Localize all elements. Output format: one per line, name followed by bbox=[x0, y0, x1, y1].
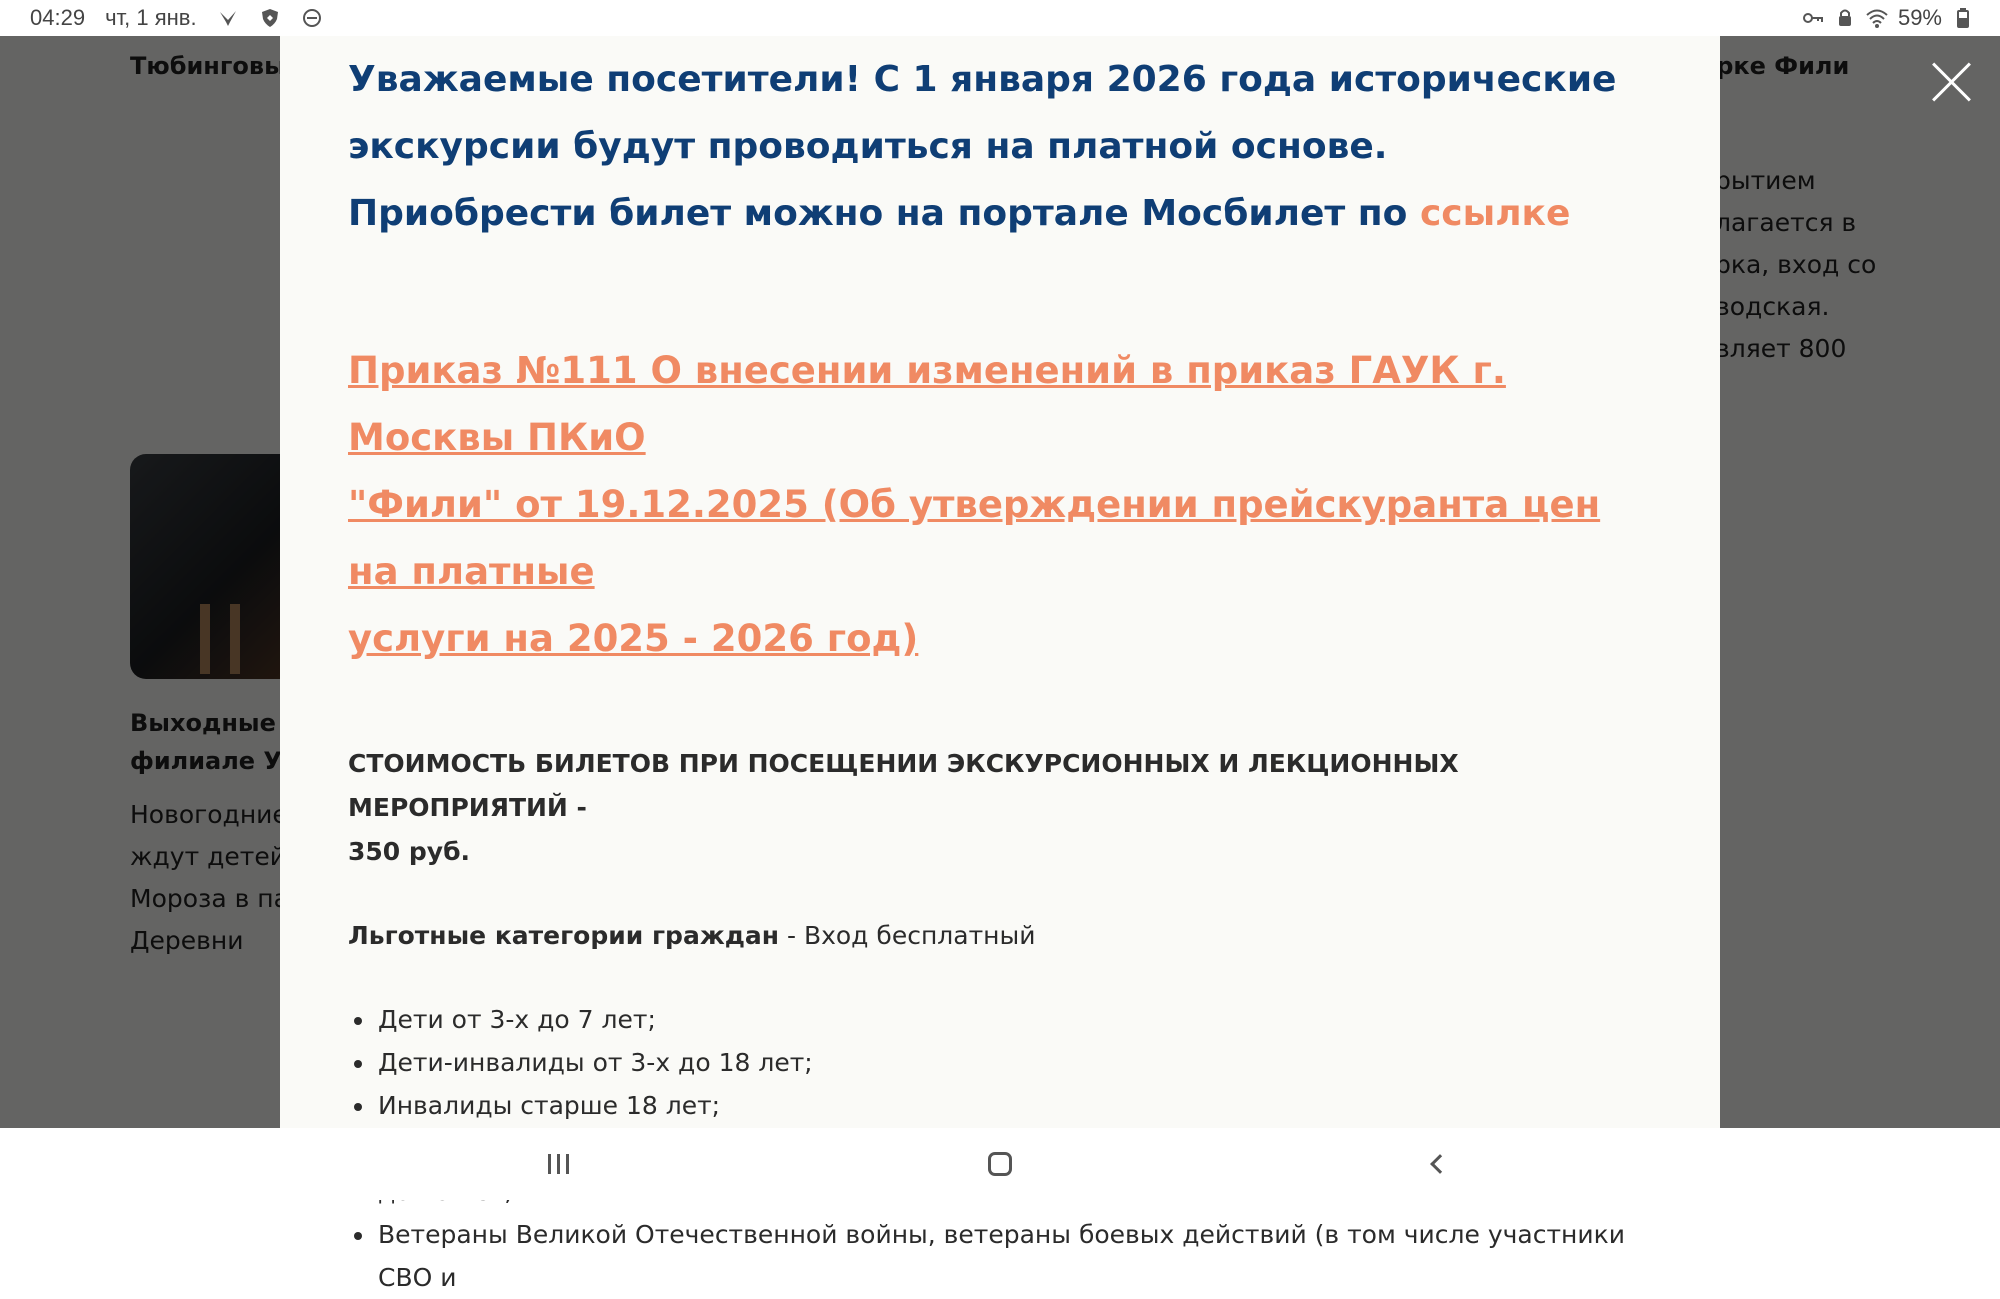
list-item: Инвалиды старше 18 лет; bbox=[348, 1084, 1648, 1127]
shield-icon bbox=[259, 7, 281, 29]
battery-icon bbox=[1952, 7, 1974, 29]
benefit-categories: Льготные категории граждан - Вход бесплатный bbox=[348, 921, 1036, 950]
list-item: Ветераны Великой Отечественной войны, ветераны боевых действий (в том числе участники СВО и bbox=[348, 1213, 1648, 1299]
recent-apps-icon[interactable] bbox=[528, 1142, 588, 1186]
notice-modal bbox=[280, 36, 1720, 1292]
back-icon[interactable] bbox=[1410, 1142, 1470, 1186]
lock-icon bbox=[1834, 7, 1856, 29]
mosbilet-link[interactable]: ссылке bbox=[1419, 193, 1571, 234]
navigation-bar bbox=[0, 1128, 2000, 1200]
battery-percent: 59% bbox=[1897, 5, 1942, 30]
status-bar bbox=[0, 0, 2000, 36]
modal-content bbox=[348, 46, 1648, 1299]
order-document-link[interactable]: Приказ №111 О внесении изменений в приказ ГАУК г. Москвы ПКиО "Фили" от 19.12.2025 (Об утверждении прейскуранта цен на платные услуги на 2025 - 2026 год) bbox=[348, 349, 1601, 660]
status-date: чт, 1 янв. bbox=[105, 5, 197, 30]
list-item: Дети-инвалиды от 3-х до 18 лет; bbox=[348, 1041, 1648, 1084]
key-icon bbox=[1802, 7, 1824, 29]
close-icon[interactable] bbox=[1932, 62, 1972, 102]
status-time: 04:29 bbox=[30, 5, 86, 30]
notice-text: Уважаемые посетители! С 1 января 2026 года исторические экскурсии будут проводиться на платной основе. Приобрести билет можно на портале Мосбилет по ссылке bbox=[348, 59, 1617, 234]
wifi-icon bbox=[1866, 7, 1888, 29]
bird-icon bbox=[217, 7, 239, 29]
home-icon[interactable] bbox=[970, 1142, 1030, 1186]
ticket-price: СТОИМОСТЬ БИЛЕТОВ ПРИ ПОСЕЩЕНИИ ЭКСКУРСИОННЫХ И ЛЕКЦИОННЫХ МЕРОПРИЯТИЙ - 350 руб. bbox=[348, 749, 1459, 866]
do-not-disturb-icon bbox=[301, 7, 323, 29]
list-item: Дети от 3-х до 7 лет; bbox=[348, 998, 1648, 1041]
